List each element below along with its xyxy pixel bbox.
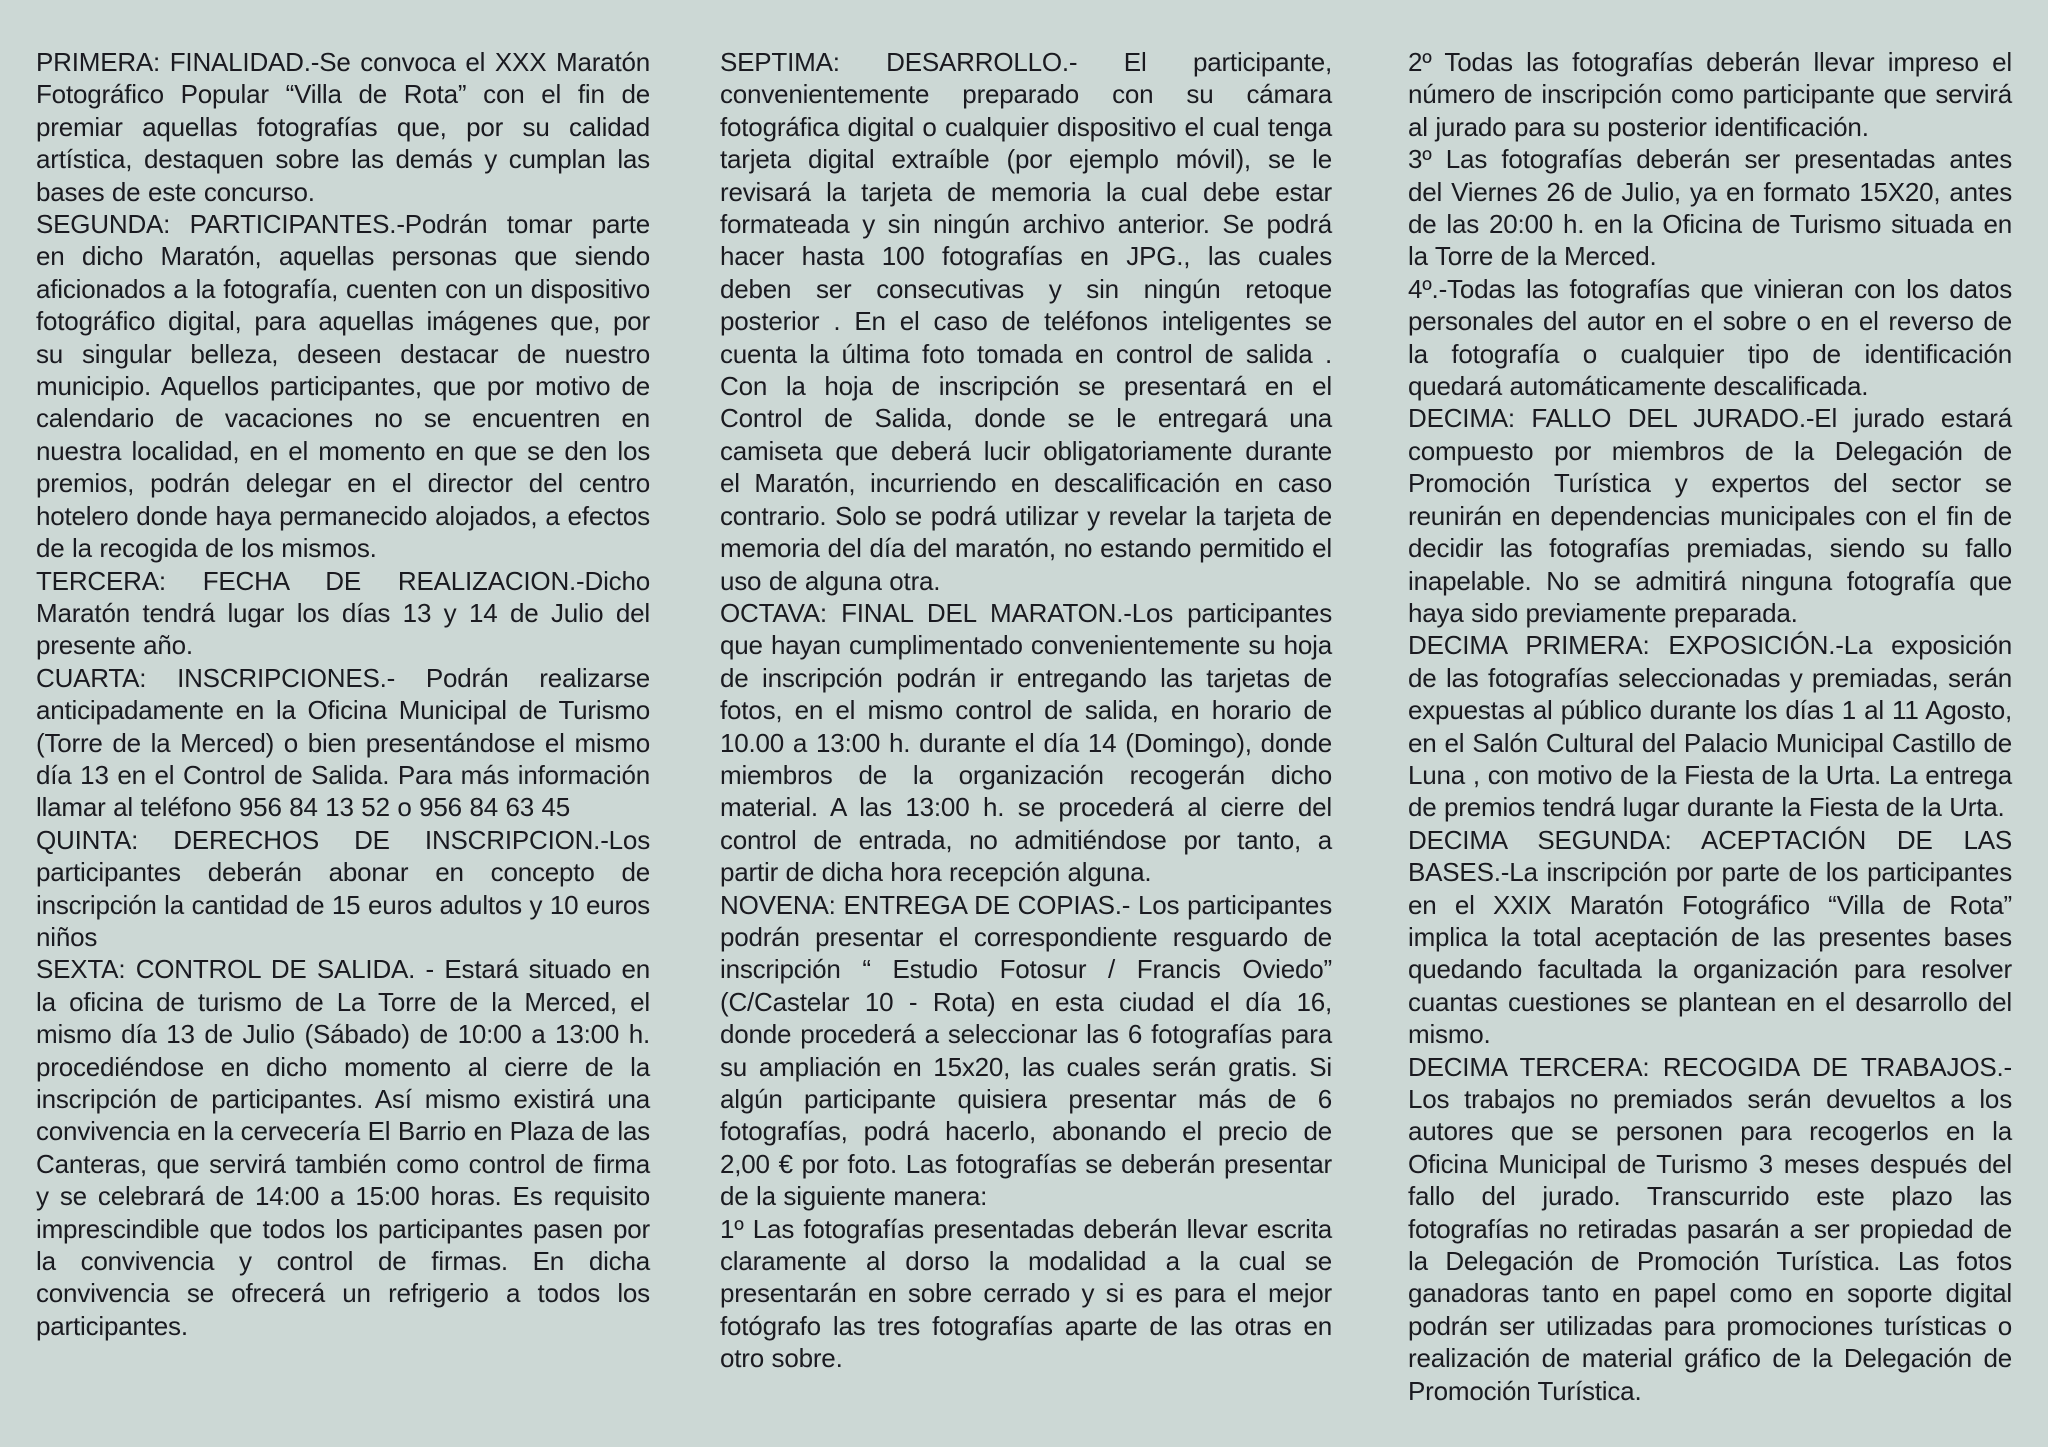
clause-decima-tercera-recogida: DECIMA TERCERA: RECOGIDA DE TRABAJOS.- Los trabajos no premiados serán devueltos a los autores que se personen para recogerlos en la Oficina Municipal de Turismo 3 meses después del fallo del jurado. Transcurrido este plazo las fotografías no retiradas pasarán a ser propiedad de la Delegación de Promoción Turística. Las fotos ganadoras tanto en papel como en soporte digital podrán ser utilizadas para promociones turísticas o realización de material gráfico de la Delegación de Promoción Turística. [1408, 1051, 2012, 1406]
rule-item-4: 4º.-Todas las fotografías que vinieran con los datos personales del autor en el sobre o en el reverso de la fotografía o cualquier tipo de identificación quedará automáticamente descalificada. [1408, 273, 2012, 402]
clause-quinta-derechos: QUINTA: DERECHOS DE INSCRIPCION.-Los participantes deberán abonar en concepto de inscripción la cantidad de 15 euros adultos y 10 euros niños [36, 824, 650, 952]
clause-septima-desarrollo: SEPTIMA: DESARROLLO.- El participante, convenientemente preparado con su cámara fotográfica digital o cualquier dispositivo el cual tenga tarjeta digital extraíble (por ejemplo móvil), se le revisará la tarjeta de memoria la cual debe estar formateada y sin ningún archivo anterior. Se podrá hacer hasta 100 fotografías en JPG., las cuales deben ser consecutivas y sin ningún retoque posterior . En el caso de teléfonos inteligentes se cuenta la última foto tomada en control de salida . Con la hoja de inscripción se presentará en el Control de Salida, donde se le entregará una camiseta que deberá lucir obligatoriamente durante el Maratón, incurriendo en descalificación en caso contrario. Solo se podrá utilizar y revelar la tarjeta de memoria del día del maratón, no estando permitido el uso de alguna otra. [720, 47, 1332, 596]
rule-item-3: 3º Las fotografías deberán ser presentadas antes del Viernes 26 de Julio, ya en formato 15X20, antes de las 20:00 h. en la Oficina de Turismo situada en la Torre de la Merced. [1408, 144, 2012, 272]
columns-container [36, 46, 2012, 1407]
rule-item-2: 2º Todas las fotografías deberán llevar impreso el número de inscripción como participante que servirá al jurado para su posterior identificación. [1408, 47, 2012, 142]
column-middle [720, 46, 1332, 1375]
column-right [1408, 46, 2012, 1407]
clause-sexta-control-salida: SEXTA: CONTROL DE SALIDA. - Estará situado en la oficina de turismo de La Torre de la Merced, el mismo día 13 de Julio (Sábado) de 10:00 a 13:00 h. procediéndose en dicho momento al cierre de la inscripción de participantes. Así mismo existirá una convivencia en la cervecería El Barrio en Plaza de las Canteras, que servirá también como control de firma y se celebrará de 14:00 a 15:00 horas. Es requisito imprescindible que todos los participantes pasen por la convivencia y control de firmas. En dicha convivencia se ofrecerá un refrigerio a todos los participantes. [36, 954, 650, 1341]
clause-novena-entrega-copias: NOVENA: ENTREGA DE COPIAS.- Los participantes podrán presentar el correspondiente resguardo de inscripción “ Estudio Fotosur / Francis Oviedo” (C/Castelar 10 - Rota) en esta ciudad el día 16, donde procederá a seleccionar las 6 fotografías para su ampliación en 15x20, las cuales serán gratis. Si algún participante quisiera presentar más de 6 fotografías, podrá hacerlo, abonando el precio de 2,00 € por foto. Las fotografías se deberán presentar de la siguiente manera: [720, 889, 1332, 1212]
column-left [36, 46, 650, 1342]
clause-decima-segunda-aceptacion: DECIMA SEGUNDA: ACEPTACIÓN DE LAS BASES.-La inscripción por parte de los participantes en el XXIX Maratón Fotográfico “Villa de Rota” implica la total aceptación de las presentes bases quedando facultada la organización para resolver cuantas cuestiones se plantean en el desarrollo del mismo. [1408, 824, 2012, 1050]
clause-tercera-fecha: TERCERA: FECHA DE REALIZACION.-Dicho Maratón tendrá lugar los días 13 y 14 de Julio del presente año. [36, 565, 650, 661]
clause-cuarta-inscripciones: CUARTA: INSCRIPCIONES.- Podrán realizarse anticipadamente en la Oficina Municipal de Turismo (Torre de la Merced) o bien presentándose el mismo día 13 en el Control de Salida. Para más información llamar al teléfono 956 84 13 52 o 956 84 63 45 [36, 662, 650, 823]
clause-primera-finalidad: PRIMERA: FINALIDAD.-Se convoca el XXX Maratón Fotográfico Popular “Villa de Rota” con el fin de premiar aquellas fotografías que, por su calidad artística, destaquen sobre las demás y cumplan las bases de este concurso. [36, 47, 650, 207]
clause-octava-final-maraton: OCTAVA: FINAL DEL MARATON.-Los participantes que hayan cumplimentado convenientemente su hoja de inscripción podrán ir entregando las tarjetas de fotos, en el mismo control de salida, en horario de 10.00 a 13:00 h. durante el día 14 (Domingo), donde miembros de la organización recogerán dicho material. A las 13:00 h. se procederá al cierre del control de entrada, no admitiéndose por tanto, a partir de dicha hora recepción alguna. [720, 597, 1332, 888]
clause-decima-primera-exposicion: DECIMA PRIMERA: EXPOSICIÓN.-La exposición de las fotografías seleccionadas y premiadas, serán expuestas al público durante los días 1 al 11 Agosto, en el Salón Cultural del Palacio Municipal Castillo de Luna , con motivo de la Fiesta de la Urta. La entrega de premios tendrá lugar durante la Fiesta de la Urta. [1408, 630, 2012, 823]
clause-decima-fallo-jurado: DECIMA: FALLO DEL JURADO.-El jurado estará compuesto por miembros de la Delegación de Promoción Turística y expertos del sector se reunirán en dependencias municipales con el fin de decidir las fotografías premiadas, siendo su fallo inapelable. No se admitirá ninguna fotografía que haya sido previamente preparada. [1408, 403, 2012, 628]
rule-item-1: 1º Las fotografías presentadas deberán llevar escrita claramente al dorso la modalidad a la cual se presentarán en sobre cerrado y si es para el mejor fotógrafo las tres fotografías aparte de las otras en otro sobre. [720, 1213, 1332, 1374]
clause-segunda-participantes: SEGUNDA: PARTICIPANTES.-Podrán tomar parte en dicho Maratón, aquellas personas que siendo aficionados a la fotografía, cuenten con un dispositivo fotográfico digital, para aquellas imágenes que, por su singular belleza, deseen destacar de nuestro municipio. Aquellos participantes, que por motivo de calendario de vacaciones no se encuentren en nuestra localidad, en el momento en que se den los premios, podrán delegar en el director del centro hotelero donde haya permanecido alojados, a efectos de la recogida de los mismos. [36, 209, 650, 564]
